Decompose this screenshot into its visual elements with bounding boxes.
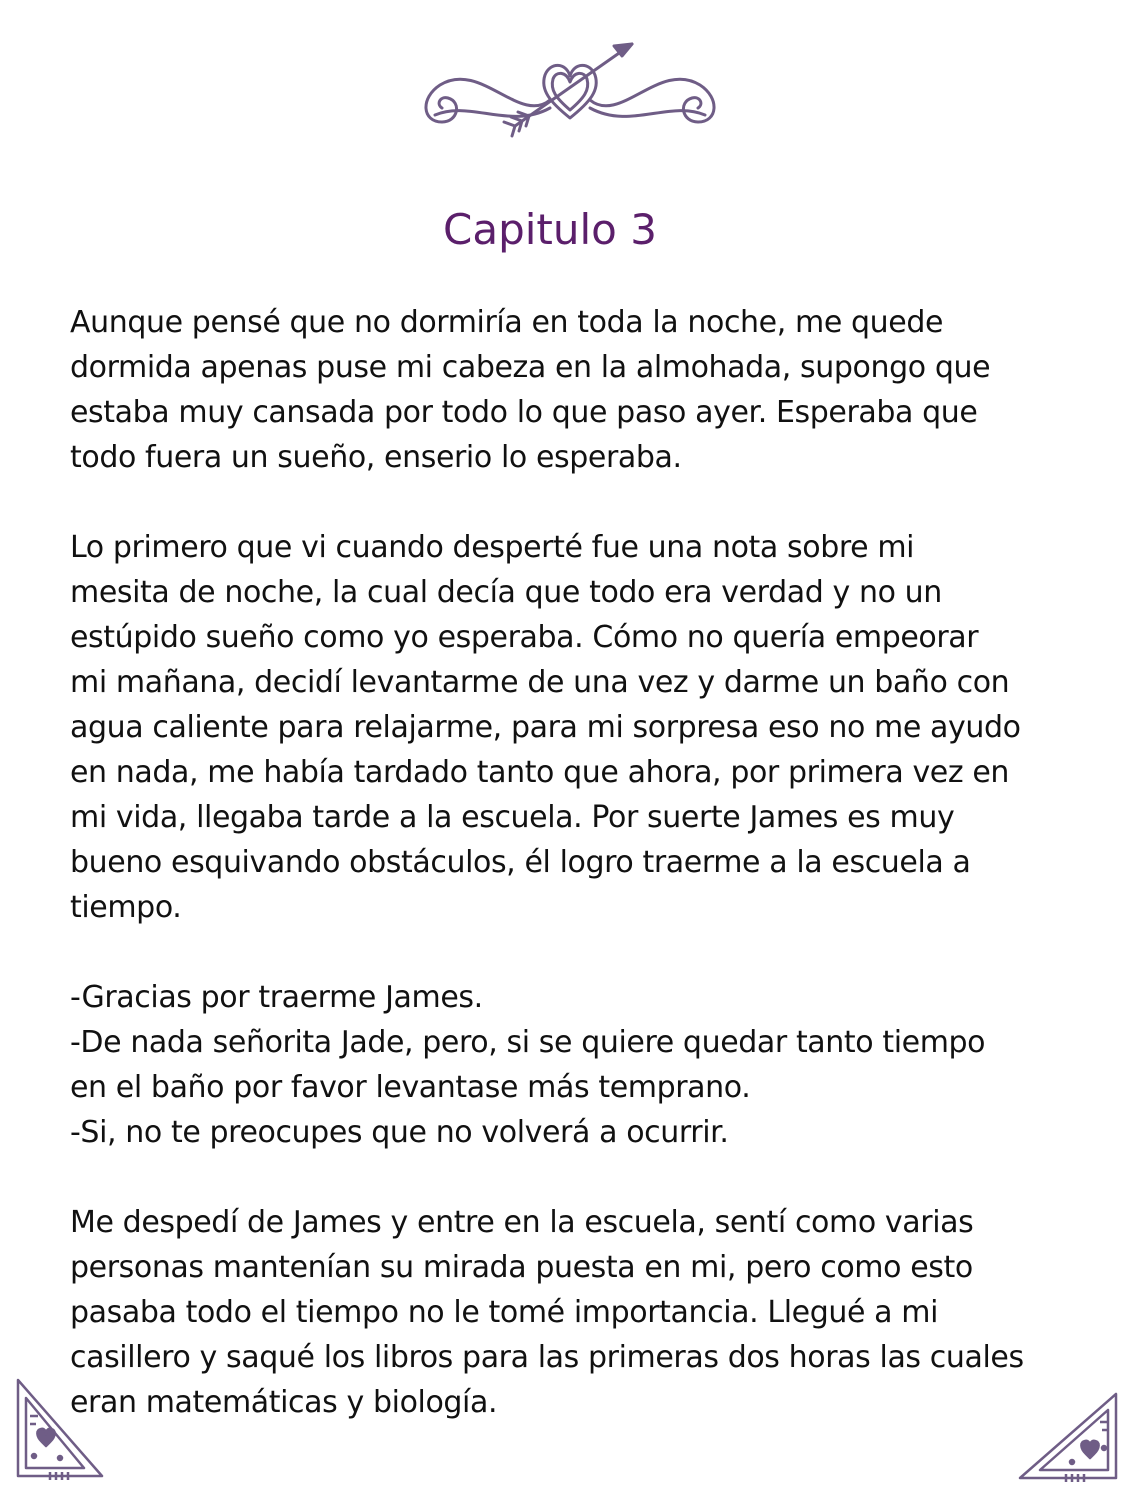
paragraph-gap: [70, 930, 1070, 975]
text-line: agua caliente para relajarme, para mi sorpresa eso no me ayudo: [70, 710, 1021, 745]
text-line: eran matemáticas y biología.: [70, 1385, 498, 1420]
text-line: mi mañana, decidí levantarme de una vez y darme un baño con: [70, 665, 1010, 700]
text-line: Me despedí de James y entre en la escuela, sentí como varias: [70, 1205, 974, 1240]
paragraph: [70, 525, 1070, 930]
text-line: mi vida, llegaba tarde a la escuela. Por suerte James es muy: [70, 800, 955, 835]
text-line: Lo primero que vi cuando desperté fue una nota sobre mi: [70, 530, 915, 565]
page-title: Capitulo 3: [443, 205, 657, 254]
text-line: dormida apenas puse mi cabeza en la almohada, supongo que: [70, 350, 991, 385]
triangle-heart-corner-icon: [1016, 1390, 1120, 1482]
heart-arrow-flourish-icon: [400, 30, 740, 140]
dialogue: [70, 975, 1070, 1155]
text-line: estúpido sueño como yo esperaba. Cómo no quería empeorar: [70, 620, 979, 655]
paragraph-gap: [70, 1155, 1070, 1200]
dialogue-line: -Si, no te preocupes que no volverá a ocurrir.: [70, 1115, 729, 1150]
triangle-heart-corner-icon: [14, 1376, 106, 1482]
text-line: mesita de noche, la cual decía que todo era verdad y no un: [70, 575, 942, 610]
text-line: tiempo.: [70, 890, 182, 925]
dialogue-line: -Gracias por traerme James.: [70, 980, 483, 1015]
paragraph-gap: [70, 480, 1070, 525]
chapter-body: [70, 300, 1070, 1425]
paragraph: [70, 300, 1070, 480]
text-line: personas mantenían su mirada puesta en mi, pero como esto: [70, 1250, 973, 1285]
text-line: casillero y saqué los libros para las primeras dos horas las cuales: [70, 1340, 1024, 1375]
text-line: bueno esquivando obstáculos, él logro traerme a la escuela a: [70, 845, 971, 880]
text-line: pasaba todo el tiempo no le tomé importancia. Llegué a mi: [70, 1295, 939, 1330]
paragraph: [70, 1200, 1070, 1425]
dialogue-line: -De nada señorita Jade, pero, si se quiere quedar tanto tiempo: [70, 1025, 986, 1060]
text-line: en nada, me había tardado tanto que ahora, por primera vez en: [70, 755, 1010, 790]
text-line: Aunque pensé que no dormiría en toda la noche, me quede: [70, 305, 944, 340]
text-line: estaba muy cansada por todo lo que paso ayer. Esperaba que: [70, 395, 978, 430]
dialogue-line: en el baño por favor levantase más temprano.: [70, 1070, 751, 1105]
text-line: todo fuera un sueño, enserio lo esperaba.: [70, 440, 682, 475]
